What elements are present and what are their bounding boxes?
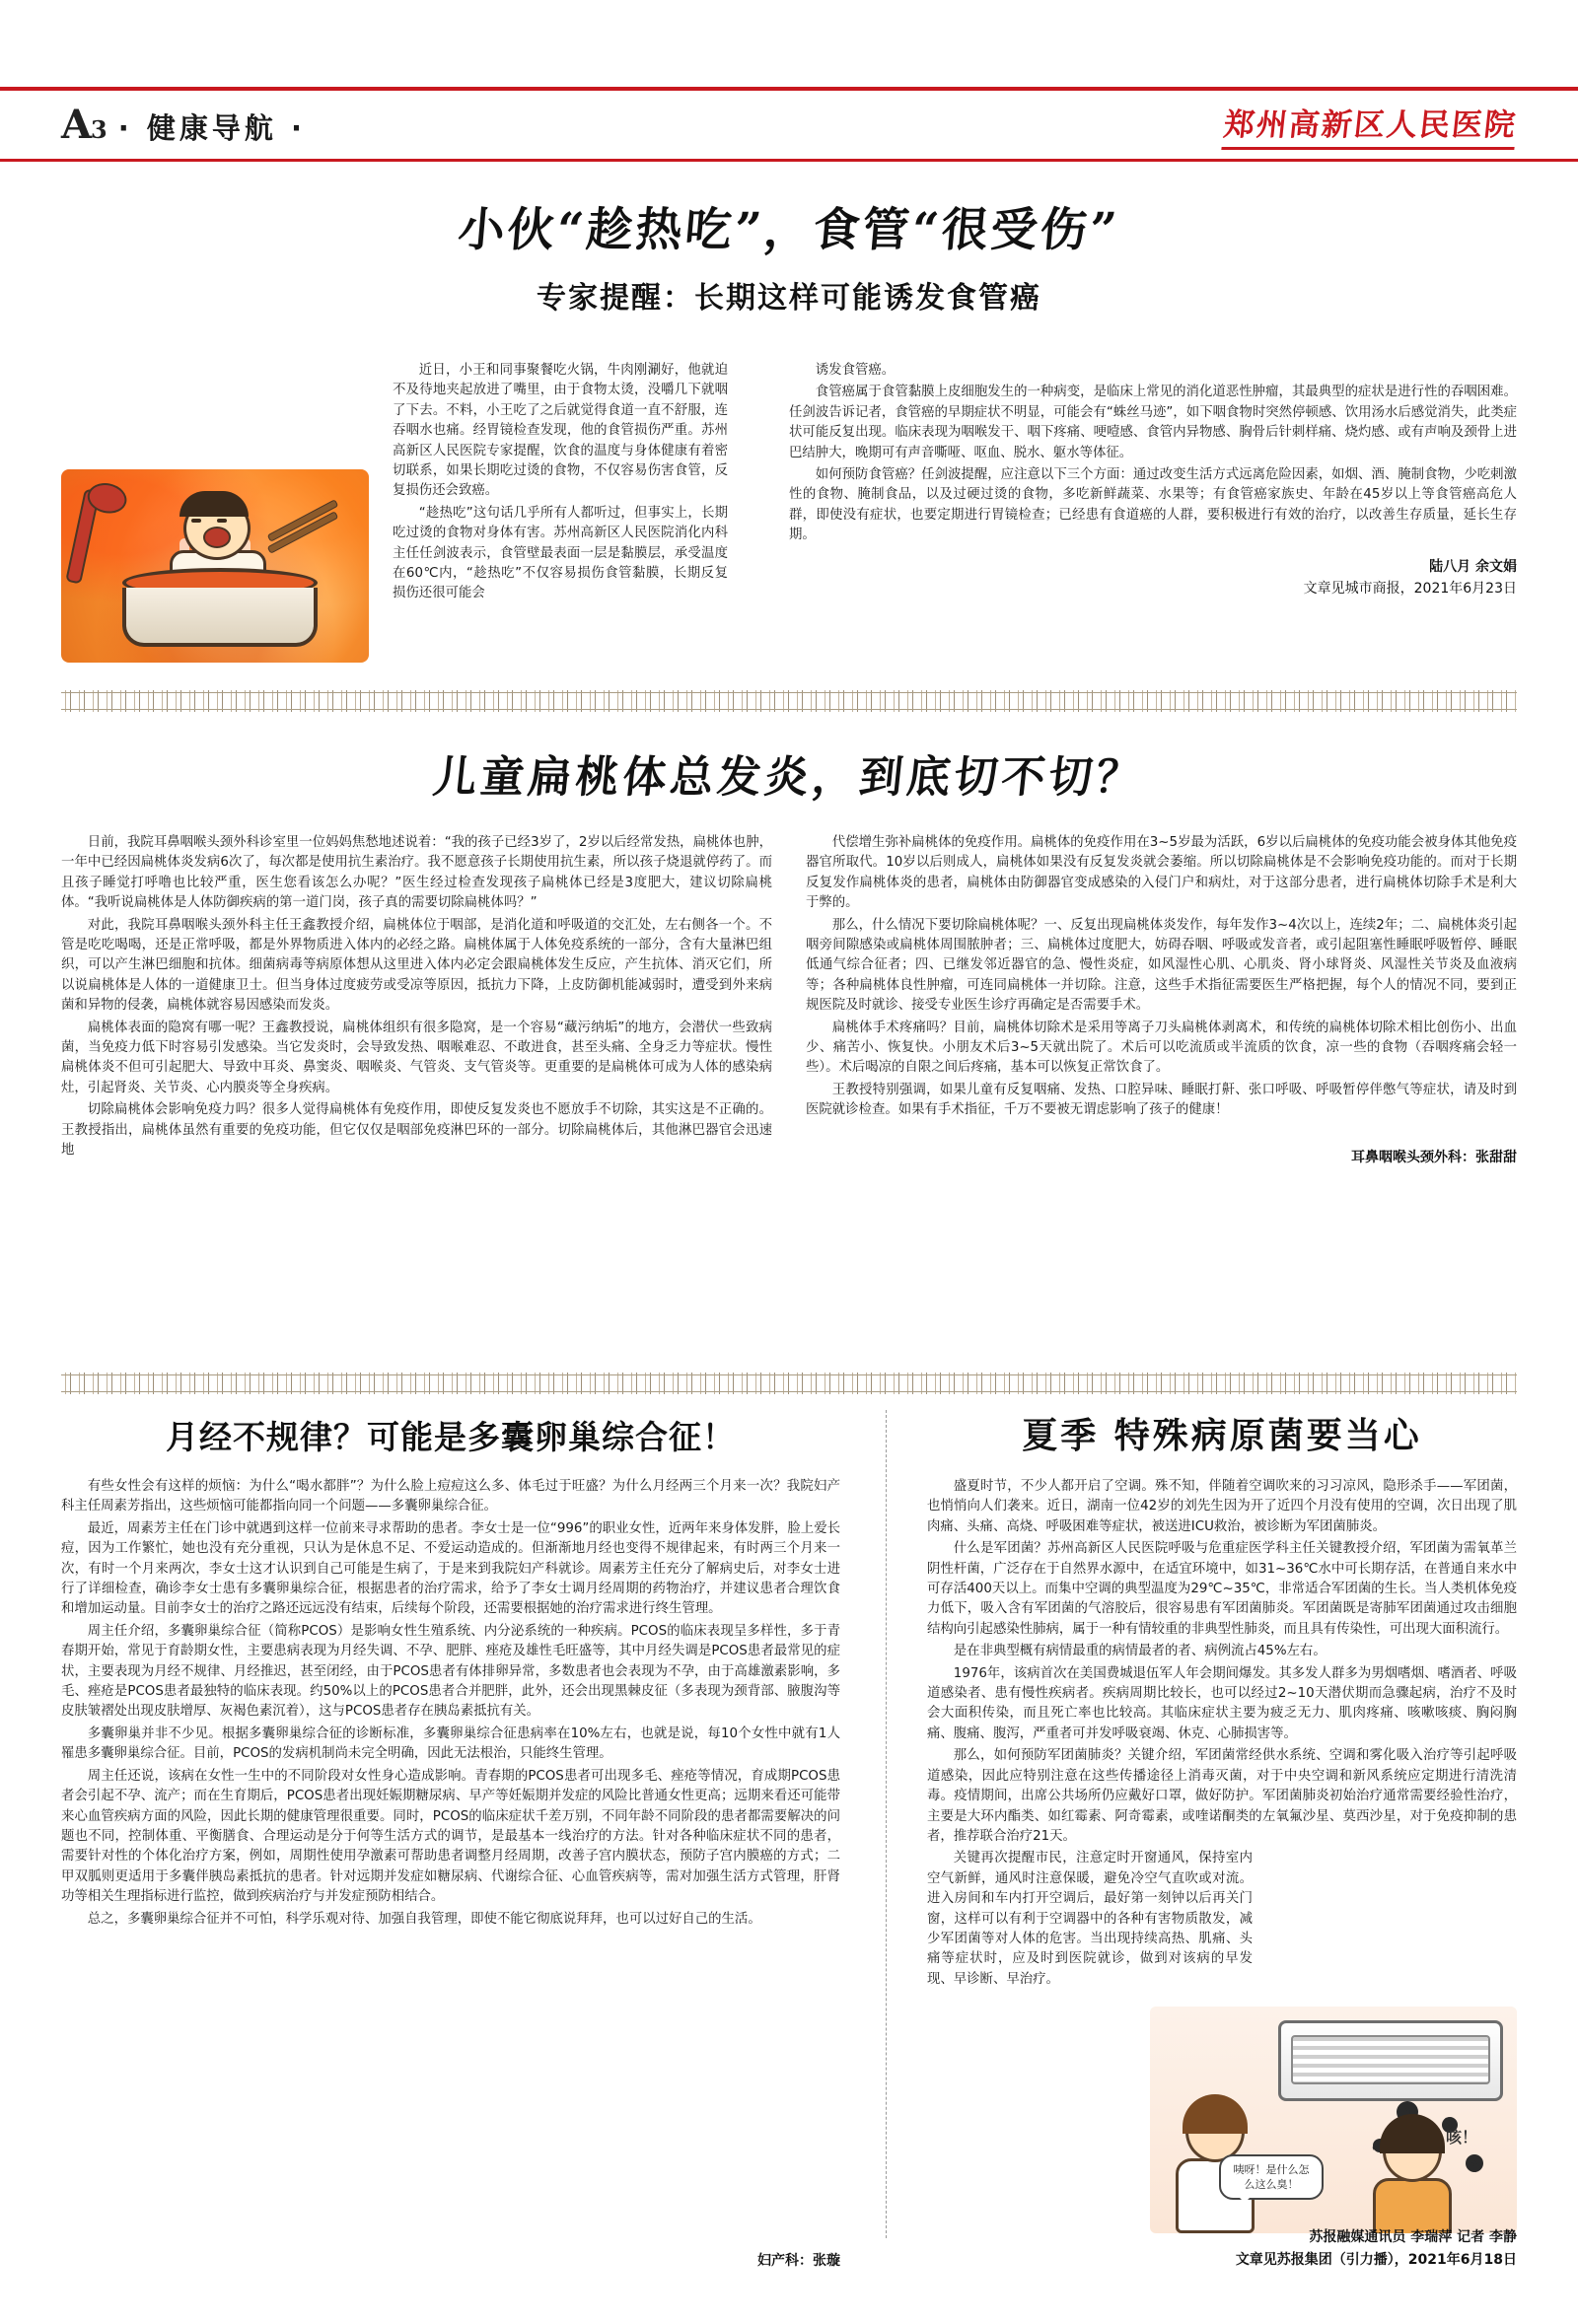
- paragraph: 总之，多囊卵巢综合征并不可怕，科学乐观对待、加强自我管理，即使不能它彻底说拜拜，也可以过好自己的生活。: [87, 1911, 761, 1927]
- speech-bubble: 咦呀！是什么怎么这么臭！: [1219, 2154, 1324, 2200]
- article2-headline: 儿童扁桃体总发炎，到底切不切？: [430, 752, 1147, 803]
- article1-subhead: 专家提醒：长期这样可能诱发食管癌: [537, 281, 1041, 316]
- person-eye-right: [217, 519, 227, 523]
- person-mouth: [203, 527, 231, 548]
- paragraph: 日前，我院耳鼻咽喉头颈外科诊室里一位妈妈焦愁地述说着：“我的孩子已经3岁了，2岁以后经常发热，扁桃体也肿，一年中已经因扁桃体炎发病6次了，每次都是使用抗生素治疗。我不愿意孩子长期使用抗生素，所以孩子烧退就停药了。而且孩子睡觉打呼噜也比较严重，医生您看该怎么办呢？”医生经过检查发现孩子扁桃体已经是3度肥大，建议切除扁桃体。“我听说扁桃体是人体防御疾病的第一道门岗，孩子真的需要切除扁桃体吗？”: [61, 835, 772, 911]
- article2-column2: [806, 833, 1517, 1168]
- ornament-divider: [61, 690, 1517, 712]
- germ-icon: [1466, 2154, 1483, 2172]
- article-esophagus: [61, 193, 1517, 317]
- paragraph: 王教授特别强调，如果儿童有反复咽痛、发热、口腔异味、睡眠打鼾、张口呼吸、呼吸暂停伴憋气等症状，请及时到医院就诊检查。如果有手术指征，千万不要被无谓虑影响了孩子的健康！: [806, 1082, 1517, 1118]
- byline-source: 文章见苏报集团（引力播），2021年6月18日: [1235, 2252, 1517, 2268]
- article-legionella: [927, 1408, 1517, 1458]
- paragraph: 盛夏时节，不少人都开启了空调。殊不知，伴随着空调吹来的习习凉风，隐形杀手——军团菌，也悄悄向人们袭来。近日，湖南一位42岁的刘先生因为开了近四个月没有使用的空调，次日出现了肌肉痛、头痛、高烧、呼吸困难等症状，被送进ICU救治，被诊断为军团菌肺炎。: [927, 1479, 1517, 1534]
- hospital-brand: 郑州高新区人民医院: [1221, 100, 1519, 150]
- article4-body: [927, 1477, 1517, 1992]
- byline-authors: 陆八月 余文娟: [1429, 558, 1517, 575]
- person-hair: [1380, 2114, 1445, 2153]
- paragraph: 切除扁桃体会影响免疫力吗？很多人觉得扁桃体有免疫作用，即使反复发炎也不愿放手不切除，其实这是不正确的。王教授指出，扁桃体虽然有重要的免疫功能，但它仅仅是咽部免疫淋巴环的一部分。切除扁桃体后，其他淋巴器官会迅速地: [61, 1102, 772, 1159]
- article1-column1: [393, 361, 728, 606]
- person-head: [1383, 2121, 1442, 2182]
- air-conditioner-illustration: [1150, 2007, 1517, 2233]
- paragraph: 近日，小王和同事聚餐吃火锅，牛肉刚涮好，他就迫不及待地夹起放进了嘴里，由于食物太烫，没嚼几下就咽了下去。不料，小王吃了之后就觉得食道一直不舒服，连吞咽水也痛。经胃镜检查发现，他的食管损伤严重。苏州高新区人民医院专家提醒，饮食的温度与身体健康有着密切联系，如果长期吃过烫的食物，不仅容易伤害食管，反复损伤还会致癌。: [393, 363, 728, 499]
- paragraph: 代偿增生弥补扁桃体的免疫作用。扁桃体的免疫作用在3~5岁最为活跃，6岁以后扁桃体的免疫功能会被身体其他免疫器官所取代。10岁以后则成人，扁桃体如果没有反复发炎就会萎缩。所以切除扁桃体是不会影响免疫功能的。而对于长期反复发作扁桃体炎的患者，扁桃体由防御器官变成感染的入侵门户和病灶，对于这部分患者，进行扁桃体切除手术是利大于弊的。: [806, 835, 1517, 911]
- byline-source: 文章见城市商报，2021年6月23日: [1303, 580, 1517, 597]
- paragraph: 食管癌属于食管黏膜上皮细胞发生的一种病变，是临床上常见的消化道恶性肿瘤，其最典型的症状是进行性的吞咽困难。任剑波告诉记者，食管癌的早期症状不明显，可能会有“蛛丝马迹”，如下咽食物时突然停顿感、饮用汤水后感觉消失，此类症状可能反复出现。临床表现为咽喉发干、咽下疼痛、哽噎感、食管内异物感、胸骨后针刺样痛、烧灼感、或有声响及颈骨上进巴结肿大，晚期可有声音嘶哑、呕血、脱水、躯水等体征。: [789, 385, 1517, 460]
- paragraph: 那么，如何预防军团菌肺炎？关键介绍，军团菌常经供水系统、空调和雾化吸入治疗等引起呼吸道感染，因此应特别注意在这些传播途径上消毒灭菌，对于中央空调和新风系统应定期进行清洗清毒。疫情期间，出席公共场所仍应戴好口罩，做好防护。军团菌肺炎初始治疗通常需要经验性治疗，主要是大环内酯类、如红霉素、阿奇霉素，或喹诺酮类的左氧氟沙星、莫西沙星，对于免疫抑制的患者，推荐联合治疗21天。: [927, 1748, 1517, 1844]
- page-digit: 3: [91, 115, 107, 144]
- article4-headline: 夏季 特殊病原菌要当心: [1022, 1415, 1422, 1456]
- article3-byline: 妇产科：张璇: [757, 2253, 840, 2269]
- article1-column2: [789, 361, 1517, 599]
- section-title: · 健康导航 ·: [117, 111, 306, 145]
- page-letter: A: [61, 102, 92, 148]
- ac-unit: [1278, 2020, 1503, 2101]
- two-column-layout: [61, 833, 1517, 1168]
- cough-label: 咳！: [1446, 2128, 1478, 2147]
- paragraph: “趁热吃”这句话几乎所有人都听过，但事实上，长期吃过烫的食物对身体有害。苏州高新区人民医院消化内科主任任剑波表示，食管壁最表面一层是黏膜层，承受温度在60℃内，“趁热吃”不仅容易损伤食管黏膜，长期反复损伤还很可能会: [393, 505, 728, 601]
- paragraph: 是在非典型概有病情最重的病情最者的者、病例流占45%左右。: [953, 1644, 1327, 1659]
- ac-vent-grille: [1291, 2035, 1490, 2084]
- paragraph: 有些女性会有这样的烦恼：为什么“喝水都胖”？为什么脸上痘痘这么多、体毛过于旺盛？为什么月经两三个月来一次？我院妇产科主任周素芳指出，这些烦恼可能都指向同一个问题——多囊卵巢综合征。: [61, 1479, 840, 1514]
- ornament-divider: [61, 1373, 1517, 1394]
- hotpot-illustration: [61, 469, 369, 663]
- article2-byline: 耳鼻咽喉头颈外科：张甜甜: [1351, 1149, 1517, 1165]
- paragraph: 1976年，该病首次在美国费城退伍军人年会期间爆发。其多发人群多为男烟嗜烟、嗜酒者、呼吸道感染者、患有慢性疾病者。疾病周期比较长，也可以经过2~10天潜伏期而急骤起病，治疗不及时会大面积传染，而且死亡率也比较高。其临床症状主要为疲乏无力、肌肉疼痛、咳嗽咳痰、胸闷胸痛、腹痛、腹泻，严重者可并发呼吸衰竭、休克、心肺损害等。: [927, 1665, 1517, 1741]
- person-eye-left: [191, 519, 201, 523]
- paragraph: 最近，周素芳主任在门诊中就遇到这样一位前来寻求帮助的患者。李女士是一位“996”的职业女性，近两年来身体发胖，脸上爱长痘，因为工作繁忙，她也没有充分重视，只认为是休息不足、不爱运动造成的。但渐渐地月经也变得不规律起来，有时两三个月来一次，有时一个月来两次，李女士这才认识到自己可能是生病了，于是来到我院妇产科就诊。周素芳主任充分了解病史后，对李女士进行了详细检查，确诊李女士患有多囊卵巢综合征，根据患者的治疗需求，给予了李女士调月经周期的药物治疗，并建议患者合理饮食和增加运动量。目前李女士的治疗之路还远远没有结束，后续每个阶段，还需要根据她的治疗需求进行终生管理。: [61, 1520, 840, 1617]
- person-right: [1383, 2121, 1452, 2233]
- page-number: [61, 102, 107, 148]
- article2-column1: [61, 833, 772, 1168]
- paragraph: 周主任还说，该病在女性一生中的不同阶段对女性身心造成影响。青春期的PCOS患者可出现多毛、痤疮等情况，育成期PCOS患者会引起不孕、流产；而在生育期后，PCOS患者出现妊娠期糖尿病、早产等妊娠期并发症的风险比普通女性更高；远期来看还可能带来心血管疾病方面的风险，因此长期的健康管理很重要。同时，PCOS的临床症状千差万别，不同年龄不同阶段的患者都需要解决的问题也不同，控制体重、平衡膳食、合理运动是分于何等生活方式的调节，是最基本一线治疗的方法。针对各种临床症状不同的患者，需要针对性的个体化治疗方案，例如，周期性使用孕激素可帮助患者调整月经周期，改善子宫内膜状态，预防子宫内膜癌的方式；二甲双胍则更适用于多囊伴胰岛素抵抗的患者。针对远期并发症如糖尿病、代谢综合征、心血管疾病等，需对加强生活方式管理，肝肾功等相关生理指标进行监控，做到疾病治疗与并发症预防相结合。: [61, 1768, 840, 1905]
- article3-body: [61, 1477, 840, 1932]
- paragraph: 扁桃体表面的隐窝有哪一呢？王鑫教授说，扁桃体组织有很多隐窝，是一个容易“藏污纳垢”的地方，会潜伏一些致病菌，当免疫力低下时容易引发感染。当它发炎时，会导致发热、咽喉难忍、不敢进食，甚至头痛、全身乏力等症状。慢性扁桃体炎不但可引起肥大、导致中耳炎、鼻窦炎、咽喉炎、气管炎、支气管炎等。更重要的是扁桃体可成为人体的感染病灶，引起肾炎、关节炎、心内膜炎等全身疾病。: [61, 1020, 772, 1095]
- person-hair: [1183, 2094, 1248, 2134]
- paragraph: 扁桃体手术疼痛吗？目前，扁桃体切除术是采用等离子刀头扁桃体剥离术，和传统的扁桃体切除术相比创伤小、出血少、痛苦小、恢复快。小朋友术后3~5天就出院了。术后可以吃流质或半流质的饮食，凉一些的食物（吞咽疼痛会轻一些）。术后喝凉的自限之间后疼痛，基本可以恢复正常饮食了。: [806, 1020, 1517, 1076]
- article3-headline: 月经不规律？可能是多囊卵巢综合征！: [166, 1418, 736, 1456]
- paragraph: 关键再次提醒市民，注意定时开窗通风，保持室内空气新鲜，通风时注意保暖，避免冷空气直吹或对流。进入房间和车内打开空调后，最好第一刻钟以后再关门窗，这样可以有利于空调器中的各种有害物质散发，减少军团菌等对人体的危害。当出现持续高热、肌痛、头痛等症状时，应及时到医院就诊，做到对该病的早发现、早诊断、早治疗。: [927, 1851, 1253, 1987]
- person-head: [1185, 2101, 1245, 2162]
- paragraph: 诱发食管癌。: [815, 363, 896, 378]
- person-body: [1373, 2178, 1452, 2233]
- paragraph: 那么，什么情况下要切除扁桃体呢？一、反复出现扁桃体炎发作，每年发作3~4次以上，连续2年；二、扁桃体炎引起咽旁间隙感染或扁桃体周围脓肿者；三、扁桃体过度肥大，妨碍吞咽、呼吸或发音者，或引起阻塞性睡眠呼吸暂停、睡眠低通气综合征者；四、已继发邻近器官的急、慢性炎症，如风湿性心肌、心肌炎、肾小球肾炎、风湿性关节炎及血液病等；各种扁桃体良性肿瘤，可连同扁桃体一并切除。注意，这些手术指征需要医生严格把握，每个人的情况不同，要到正规医院及时就诊、接受专业医生诊疗再确定是否需要手术。: [806, 917, 1517, 1014]
- masthead-left: [61, 102, 306, 148]
- article1-byline: [789, 556, 1517, 599]
- paragraph: 多囊卵巢并非不少见。根据多囊卵巢综合征的诊断标准，多囊卵巢综合征患病率在10%左右，也就是说，每10个女性中就有1人罹患多囊卵巢综合征。目前，PCOS的发病机制尚未完全明确，因此无法根治，只能终生管理。: [61, 1725, 840, 1762]
- column-divider: [886, 1410, 887, 2238]
- article1-headline: 小伙“趁热吃”，食管“很受伤”: [456, 203, 1122, 257]
- paragraph: 如何预防食管癌？任剑波提醒，应注意以下三个方面：通过改变生活方式远离危险因素，如烟、酒、腌制食物，少吃刺激性的食物、腌制食品，以及过硬过烫的食物，多吃新鲜蔬菜、水果等；有食管癌家族史、年龄在45岁以上等食管癌高危人群，即使没有症状，也要定期进行胃镜检查；已经患有食道癌的人群，要积极进行有效的治疗，以改善生存质量，延长生存期。: [789, 467, 1517, 543]
- byline-authors: 苏报融媒通讯员 李瑞萍 记者 李静: [1309, 2229, 1517, 2245]
- masthead: [0, 87, 1578, 162]
- paragraph: 周主任介绍，多囊卵巢综合征（简称PCOS）是影响女性生殖系统、内分泌系统的一种疾病。PCOS的临床表现呈多样性，多于青春期开始，常见于育龄期女性，主要患病表现为月经失调、不孕、肥胖、痤疮及雄性毛旺盛等，其中月经失调是PCOS患者最常见的症状，主要表现为月经不规律、月经推迟，甚至闭经，由于PCOS患者有体排卵异常，多数患者也会表现为不孕，由于高雄激素影响，多毛、痤疮是PCOS患者最独特的临床表现。约50%以上的PCOS患者合并肥胖，此外，还会出现黑棘皮征（多表现为颈背部、腋腹沟等皮肤皱褶处出现皮肤增厚、灰褐色素沉着），这与PCOS患者存在胰岛素抵抗有关。: [61, 1623, 840, 1720]
- article4-byline: [927, 2226, 1517, 2272]
- paragraph: 什么是军团菌？苏州高新区人民医院呼吸与危重症医学科主任关键教授介绍，军团菌为需氧革兰阴性杆菌，广泛存在于自然界水源中，在适宜环境中，如31~36℃水中可长期存活，在普通自来水中可存活400天以上。而集中空调的典型温度为29℃~35℃，非常适合军团菌的生长。当人类机体免疫力低下，吸入含有军团菌的气溶胶后，很容易患有军团菌肺炎。军团菌既是寄肺军团菌通过攻击细胞结构向引起感染性肺病，属于一种有情较重的非典型性肺炎，而且具有传染性，可出现大面积流行。: [927, 1541, 1517, 1637]
- article-tonsil: [61, 741, 1517, 805]
- article2-body: [61, 833, 1517, 1168]
- hotpot-pot: [122, 588, 318, 647]
- paragraph: 对此，我院耳鼻咽喉头颈外科主任王鑫教授介绍，扁桃体位于咽部，是消化道和呼吸道的交汇处，左右侧各一个。不管是吃吃喝喝，还是正常呼吸，都是外界物质进入体内的必经之路。扁桃体属于人体免疫系统的一部分，含有大量淋巴组织，可以产生淋巴细胞和抗体。细菌病毒等病原体想从这里进入体内必定会跟扁桃体发生反应，产生抗体、消灭它们，所以说扁桃体是人体的一道健康卫士。但当身体过度疲劳或受凉等原因，抵抗力下降，上皮防御机能减弱时，遭受到外来病菌和异物的侵袭，扁桃体就容易因感染而发炎。: [61, 917, 772, 1014]
- article-pcos: [61, 1412, 840, 1458]
